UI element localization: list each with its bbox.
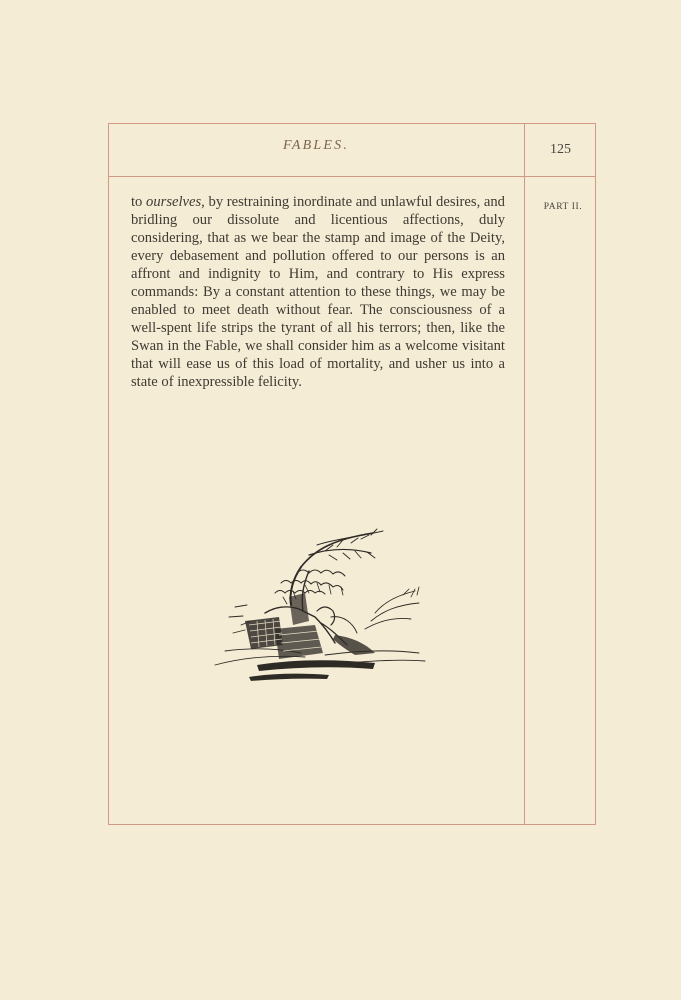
italic-word: ourselves, — [146, 194, 205, 210]
paragraph-text — [131, 193, 505, 391]
running-head: FABLES. — [282, 138, 350, 153]
body-paragraph — [131, 193, 505, 391]
paragraph-prefix: to — [131, 194, 143, 210]
margin-note: PART II. — [543, 202, 583, 212]
paragraph-body: by restraining inordinate and unlawful desires, and bridling our dissolute and licentious affections, duly considering, that as we bear the stamp and image of the Deity, every debasement and pollution offered to our persons is an affront and indignity to Him, and contrary to His express commands: By a constant attention to these things, we may be enabled to meet death without fear. The consciousness of a well-spent life strips the tyrant of all his terrors; then, like the Swan in the Fable, we shall consider him as a welcome visitant that will ease us of this load of mortality, and usher us into a state of inexpressible felicity. — [131, 194, 505, 390]
header-rule — [108, 176, 596, 177]
tailpiece-vignette-icon — [205, 525, 430, 685]
page-number: 125 — [550, 142, 571, 157]
margin-column-rule — [524, 123, 525, 825]
